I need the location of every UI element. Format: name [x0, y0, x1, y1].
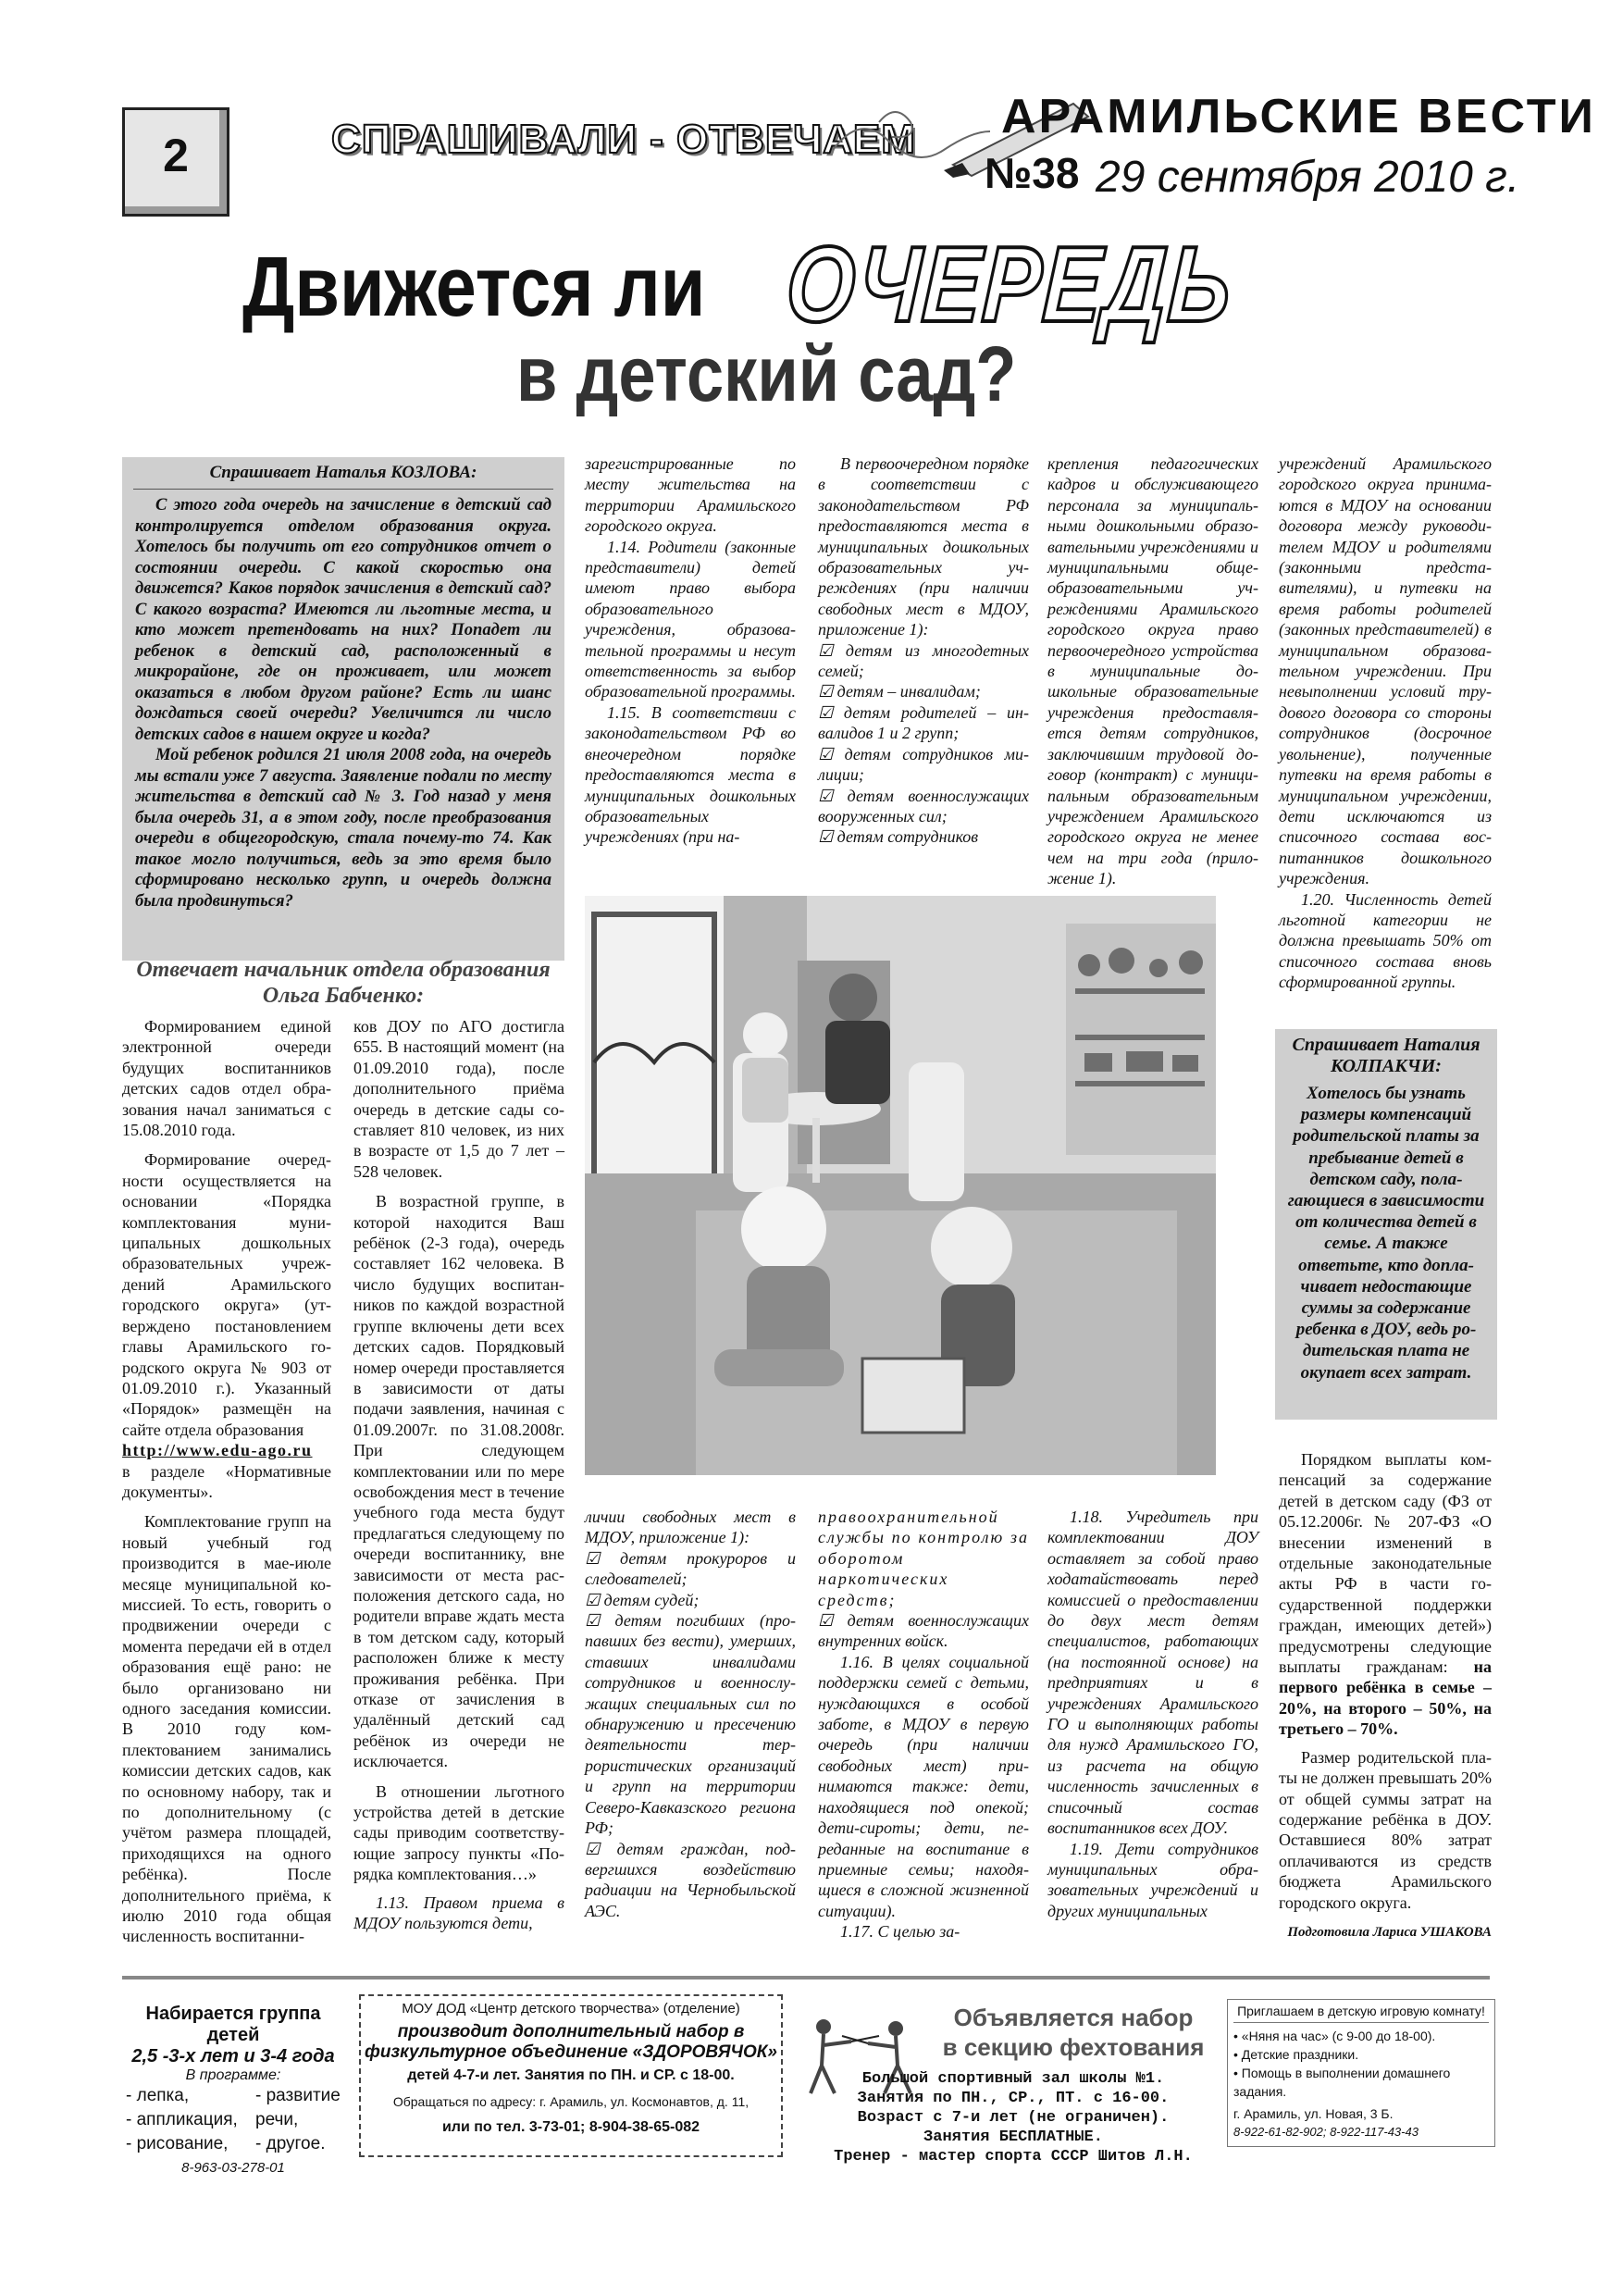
- question-title: Спрашивает Наталия КОЛПАКЧИ:: [1292, 1035, 1481, 1076]
- ad-fencing: [796, 1999, 1214, 2166]
- list-item: ☑ детям граждан, подвергшихся воздействию радиации на Чернобыльской АЭС.: [585, 1839, 796, 1920]
- compensation-rates: на первого ребёнка в семье – 20%, на второго – 50%, на третьего – 70%.: [1279, 1657, 1492, 1739]
- children-playing-illustration: [585, 896, 1216, 1475]
- paragraph: В отношении льготного устройства детей в детские сады приводим соответствующие запросу пункты «Порядка комплектования…»: [353, 1781, 564, 1884]
- ad-title: в секцию фехтования: [942, 2033, 1205, 2061]
- ad-kids-group: [122, 2004, 344, 2176]
- page-number-box: [122, 107, 229, 217]
- paragraph: 1.15. В соответствии с законодательством РФ во внеочередном порядке предоставляются места в муниципальных дошкольных образовательных учреждениях (при на-: [585, 702, 796, 847]
- ad-item: - аппликация,: [126, 2110, 238, 2129]
- checkbox-icon: ☑: [585, 1611, 615, 1631]
- ad-subtitle: 2,5 -3-х лет и 3-4 года: [131, 2046, 335, 2066]
- article-column-5-top: [1047, 453, 1258, 889]
- ad-item: • Детские праздники.: [1233, 2047, 1359, 2062]
- paragraph: учреждений Арамильского городского округа принимаются в МДОУ на основании договора между руководителем МДОУ и родителями (законными представителями), и путевки на время работы родителей (законных представителей) в муниципальном образовательном учреждении. При невыполнении условий трудового договора со стороны сотрудников (досрочное увольнение), полученные путевки на время работы в муниципальном учреждении, дети исключаются из списочного состава воспитанников дошкольного учреждения.: [1279, 454, 1492, 888]
- article-column-3-bottom: [585, 1507, 796, 1921]
- paragraph: 1.20. Численность детей льготной категории не должна превышать 50% от списочного состава вновь сформированной группы.: [1279, 889, 1492, 992]
- checkbox-icon: ☑: [585, 1590, 604, 1609]
- checkbox-icon: ☑: [585, 1548, 621, 1568]
- checkbox-icon: ☑: [818, 682, 837, 701]
- list-item: ☑ детям родителей – инвалидов 1 и 2 групп;: [818, 702, 1029, 743]
- list-item: ☑ детям судей;: [585, 1590, 700, 1609]
- ad-item: • «Няня на час» (с 9-00 до 18-00).: [1233, 2029, 1436, 2043]
- list-item: ☑ детям из многодетных семей;: [818, 640, 1029, 681]
- website-link[interactable]: http://www.edu-ago.ru: [122, 1441, 313, 1460]
- ad-item: - лепка,: [126, 2086, 190, 2105]
- paragraph: 1.13. Правом приема в МДОУ пользуются дети,: [353, 1893, 564, 1933]
- question-text: Мой ребенок родился 21 июля 2008 года, на очередь мы встали уже 7 августа. Заявление подали по месту жительства в детский сад № 3. Год назад у меня была очередь 31, а в этом году, после преобразования очереди в общегородскую, стала почему-то 74. Как такое могло получиться, ведь за это время было сформировано несколько групп, и очередь должна была продвинуться?: [135, 745, 551, 911]
- paragraph: В возрастной группе, в которой находится Ваш ребёнок (2-3 года), очередь составляет 162 человека. В число будущих воспитанников по каждой возрастной группе включены дети всех детских садов. Порядковый номер очереди проставляется в зависимости от даты подачи заявления, начиная с 01.09.2007г. по 31.08.2008г. При следующем комплектовании или по мере освобождения мест в течение учебного года места будут предлагаться следующему по очереди воспитаннику, вне зависимости от места расположения детского сада, но родители вправе ждать места в том детском саду, который расположен ближе к месту проживания ребёнка. При отказе от зачисления в удалённый детский сад ребёнок из очереди не исключается.: [353, 1192, 564, 1771]
- page-number: 2: [163, 130, 189, 181]
- issue-date: 29 сентября 2010 г.: [1096, 153, 1520, 202]
- list-item: ☑ детям военнослужащих вооруженных сил;: [818, 786, 1029, 825]
- ad-title: Приглашаем в детскую игровую комнату!: [1233, 2002, 1489, 2023]
- ad-phone: 8-963-03-278-01: [181, 2160, 285, 2176]
- article-column-5-bottom: [1047, 1507, 1258, 1921]
- paragraph: 1.19. Дети сотрудников муниципальных образовательных учреждений и других муниципальных: [1047, 1839, 1258, 1920]
- article-column-4-bottom: [818, 1507, 1029, 1942]
- ads-separator: [122, 1976, 1490, 1980]
- ad-playroom: [1227, 1999, 1495, 2147]
- ad-program-label: В программе:: [185, 2067, 281, 2083]
- ad-line: Обращаться по адресу: г. Арамиль, ул. Космонавтов, д. 11,: [392, 2094, 750, 2109]
- ad-line: физкультурное объединение «ЗДОРОВЯЧОК»: [365, 2042, 777, 2062]
- checkbox-icon: ☑: [818, 744, 845, 763]
- ad-line: Занятия БЕСПЛАТНЫЕ.: [923, 2128, 1103, 2146]
- list-item: ☑ детям – инвалидам;: [818, 682, 981, 701]
- list-item: ☑ детям прокуроров и следователей;: [585, 1548, 796, 1589]
- ad-item: • Помощь в выполнении домашнего задания.: [1233, 2066, 1451, 2099]
- ad-title: Объявляется набор: [953, 2004, 1194, 2031]
- ad-line: детей 4-7-и лет. Занятия по ПН. и СР. с 18-00.: [407, 2067, 735, 2083]
- paper-name: АРАМИЛЬСКИЕ ВЕСТИ: [1001, 90, 1596, 143]
- checkbox-icon: ☑: [818, 1611, 848, 1631]
- checkbox-icon: ☑: [818, 702, 844, 722]
- paragraph: В первоочередном порядке в соответствии с законодательством РФ предоставляются места в муниципальных дошкольных образовательных учреждениях (при наличии свободных мест в МДОУ, приложение 1):: [818, 454, 1029, 639]
- question-title: Спрашивает Наталья КОЗЛОВА:: [133, 457, 553, 490]
- list-item: ☑ детям сотрудников милиции;: [818, 744, 1029, 785]
- paragraph: Порядком выплаты компенсаций за содержание детей в детском саду (ФЗ от 05.12.2006г. № 207-ФЗ «О внесении изменений в отдельные законодательные акты РФ в части государственной поддержки граждан, имеющих детей») предусмотрены следующие выплаты гражданам: на первого ребёнка в семье – 20%, на второго – 50%, на третьего – 70%.: [1279, 1450, 1492, 1739]
- question-box-kolpakchi: [1275, 1029, 1497, 1420]
- ad-title: Набирается группа детей: [145, 2004, 321, 2045]
- headline-queue: ОЧЕРЕДЬ: [783, 224, 1236, 344]
- paragraph: личии свободных мест в МДОУ, приложение 1):: [585, 1508, 796, 1547]
- paragraph: крепления педагогических кадров и обслуживающего персонала за муниципальными дошкольными образовательными учреждениями и муниципальными общеобразовательными учреждениями Арамильского городского округа право первоочередного устройства в муниципальные дошкольные образовательные учреждения предоставляется детям сотрудников, заключившим трудовой договор (контракт) с муниципальным образовательным учреждением Арамильского городского округа не менее чем на три года (приложение 1).: [1047, 454, 1258, 888]
- article-column-6-top: [1279, 453, 1492, 993]
- list-item: ☑ детям сотрудников: [818, 827, 979, 847]
- list-item: ☑ детям погибших (пропавших без вести), умерших, ставших инвалидами сотрудников и военнослужащих специальных сил по обнаружению и пресечению деятельности террористических организаций и групп на территории Северо-Кавказского региона РФ;: [585, 1611, 797, 1838]
- ad-line: или по тел. 3-73-01; 8-904-38-65-082: [441, 2119, 700, 2135]
- article-column-3-top: [585, 453, 796, 848]
- headline-part3: в детский сад?: [516, 330, 1017, 417]
- ad-line: производит дополнительный набор в: [397, 2022, 745, 2042]
- checkbox-icon: ☑: [818, 786, 848, 805]
- ad-item: речи,: [255, 2110, 299, 2129]
- paragraph: Комплектование групп на новый учебный год производится в мае-июле месяце муниципальной комиссией. То есть, говорить о продвижении очереди с момента передачи ей в отдел образования ещё рано: не было организовано ни одного заседания комиссии. В 2010 году комплектованием занимались комиссии детских садов, как по основному набору, так и по дополнительному (с учётом размера площадей, приходящихся на одного ребёнка). После дополнительного приёма, к июлю 2010 года общая численность воспитанни-: [122, 1512, 331, 1946]
- checkbox-icon: ☑: [818, 827, 837, 847]
- paragraph: Формирование очередности осуществляется на основании «Порядка комплектования муниципальных дошкольных образовательных учреждений Арамильского городского округа» (утверждено постановлением главы Арамильского городского округа № 903 от 01.09.2010 г.). Указанный «Порядок» размещён на сайте отдела образования: [122, 1150, 331, 1439]
- ad-line: Большой спортивный зал школы №1.: [861, 2070, 1165, 2088]
- paragraph: в разделе «Нормативные документы».: [122, 1461, 331, 1501]
- ad-sports-club: [359, 1994, 783, 2157]
- paragraph: 1.16. В целях социальной поддержки семей с детьми, нуждающихся в особой заботе, в МДОУ в первую очередь (при наличии свободных мест) принимаются также: дети, находящиеся под опекой; дети-сироты; дети, переданные на воспитание в приемные семьи; находящиеся в сложной жизненной ситуации).: [818, 1652, 1029, 1920]
- paragraph: 1.18. Учредитель при комплектовании ДОУ оставляет за собой право ходатайствовать перед комиссией о предоставлении до двух мест детям специалистов, работающих (на постоянной основе) на предприятиях и в учреждениях Арамильского ГО и выполняющих работы для нужд Арамильского ГО, из расчета на общую численность зачисленных в списочный состав воспитанников всех ДОУ.: [1047, 1508, 1258, 1838]
- paragraph: 1.17. С целью за-: [840, 1922, 960, 1942]
- ad-phones: 8-922-61-82-902; 8-922-117-43-43: [1233, 2125, 1419, 2139]
- question-box-kozlova: [122, 457, 564, 961]
- ad-item: - развитие: [255, 2086, 341, 2105]
- article-column-2: [353, 1016, 564, 1933]
- article-column-6-bottom: [1279, 1449, 1492, 1942]
- checkbox-icon: ☑: [818, 640, 846, 660]
- kindergarten-photo: [585, 896, 1216, 1475]
- ad-line: МОУ ДОД «Центр детского творчества» (отделение): [402, 2001, 740, 2017]
- ad-line: Тренер - мастер спорта СССР Шитов Л.Н.: [834, 2148, 1193, 2166]
- article-column-1: [122, 1016, 331, 1947]
- question-text: С этого года очередь на зачисление в детский сад контролируется отделом образования округа. Хотелось бы получить от его сотрудников отчет о состоянии очереди. С какой скоростью она движется? Каков порядок зачисления в детский сад? С какого возраста? Имеются ли льготные места, и кто может претендовать на них? Попадет ли ребенок в детский сад, расположенный в микрорайоне, где он проживает, или может оказаться в любом другом районе? Есть ли шанс дождаться своей очереди? Увеличится ли число детских садов в нашем округе и когда?: [135, 495, 551, 744]
- paragraph: правоохранительной службы по контролю за оборотом наркотических средств;: [818, 1508, 1029, 1609]
- paragraph: Размер родительской платы не должен превышать 20% от общей суммы затрат на содержание ребёнка в ДОУ. Оставшиеся 80% затрат оплачиваются из средств бюджета Арамильского городского округа.: [1279, 1747, 1492, 1912]
- list-item: ☑ детям военнослужащих внутренних войск.: [818, 1611, 1029, 1651]
- ad-line: Возраст с 7-и лет (не ограничен).: [857, 2109, 1170, 2127]
- author-signature: Подготовила Лариса УШАКОВА: [1287, 1924, 1492, 1940]
- checkbox-icon: ☑: [585, 1839, 617, 1858]
- rubric-title: СПРАШИВАЛИ - ОТВЕЧАЕМ: [331, 117, 916, 162]
- issue-number: №38: [985, 149, 1080, 197]
- article-column-4-top: [818, 453, 1029, 848]
- question-text: Хотелось бы узнать размеры компенсаций родительской платы за пребывание детей в детском саду, полагающиеся в зависимости от количества детей в семье. А также ответьте, кто доплачивает недостающие суммы за содержание ребенка в ДОУ, ведь родительская плата не окупает всех затрат.: [1287, 1084, 1485, 1383]
- paragraph: Формированием единой электронной очереди будущих воспитанников детских садов отдел образования начал заниматься с 15.08.2010 года.: [122, 1017, 331, 1140]
- answer-title: Отвечает начальник отдела образования Ольга Бабченко:: [136, 958, 551, 1008]
- paragraph: 1.14. Родители (законные представители) детей имеют право выбора образовательного учреждения, образовательной программы и несут ответственность за выбор образовательной программы.: [585, 537, 796, 701]
- headline-part1: Движется ли: [242, 240, 706, 334]
- ad-line: Занятия по ПН., СР., ПТ. с 16-00.: [857, 2090, 1170, 2107]
- paragraph: ков ДОУ по АГО достигла 655. В настоящий момент (на 01.09.2010 года), после дополнительного приёма очередь в детские сады составляет 810 человек, из них в возрасте от 1,5 до 7 лет – 528 человек.: [353, 1017, 564, 1181]
- paragraph: зарегистрированные по месту жительства на территории Арамильского городского округа.: [585, 454, 796, 536]
- ad-item: - рисование,: [126, 2134, 229, 2153]
- ad-item: - другое.: [255, 2134, 326, 2153]
- ad-address: г. Арамиль, ул. Новая, 3 Б.: [1233, 2106, 1394, 2121]
